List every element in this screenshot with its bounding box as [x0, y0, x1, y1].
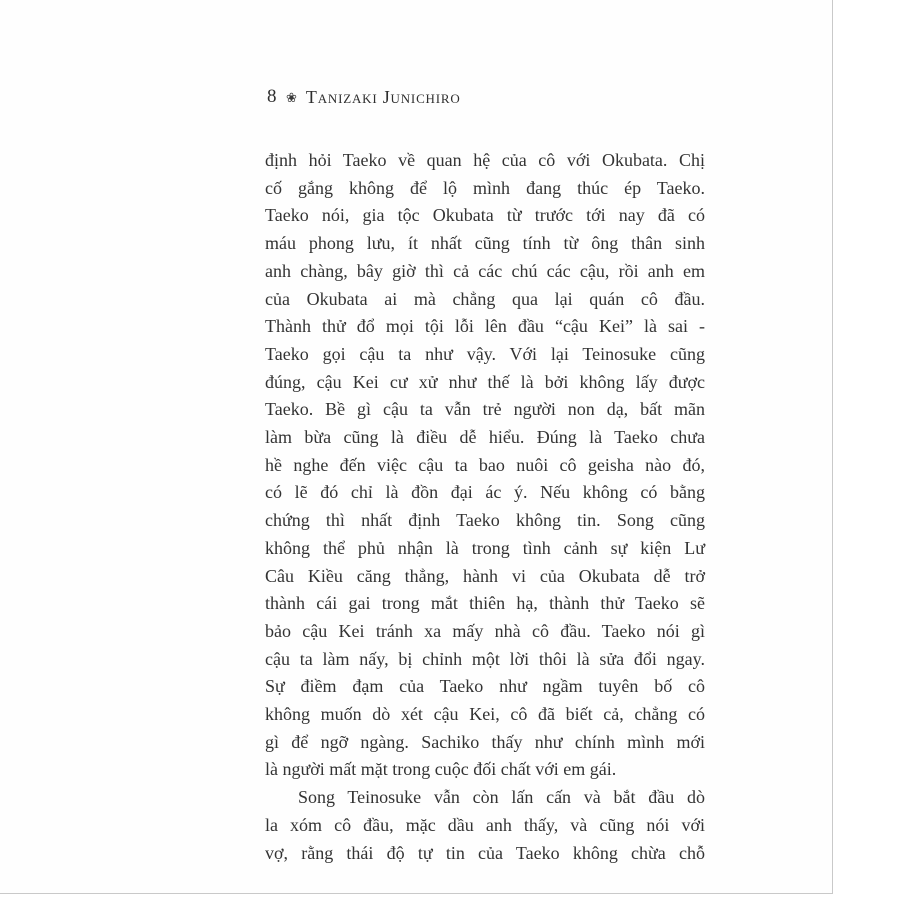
text-line: bảo cậu Kei tránh xa mấy nhà cô đầu. Taeko nói gì [265, 620, 705, 641]
text-line: chứng thì nhất định Taeko không tin. Song cũng [265, 510, 705, 531]
text-line: máu phong lưu, ít nhất cũng tính từ ông thân sinh [265, 233, 705, 254]
text-line: làm bừa cũng là điều dễ hiểu. Đúng là Taeko chưa [265, 427, 705, 448]
text-line: thành cái gai trong mắt thiên hạ, thành thử Taeko sẽ [265, 593, 705, 614]
text-line: Taeko gọi cậu ta như vậy. Với lại Teinosuke cũng [265, 343, 705, 364]
text-line: đúng, cậu Kei cư xử như thế là bởi không lấy được [265, 371, 705, 392]
paragraph [265, 784, 705, 867]
text-line: anh chàng, bây giờ thì cả các chú các cậu, rồi anh em [265, 260, 705, 281]
page-number: 8 [267, 86, 277, 107]
text-line: vợ, rằng thái độ tự tin của Taeko không chừa chỗ [265, 842, 705, 863]
body-text [265, 147, 705, 867]
text-line: cậu ta làm nấy, bị chỉnh một lời thôi là sửa đổi ngay. [265, 648, 705, 669]
text-line: cố gắng không để lộ mình đang thúc ép Taeko. [265, 177, 705, 198]
text-line: gì để ngỡ ngàng. Sachiko thấy như chính mình mới [265, 731, 705, 752]
text-line: không muốn dò xét cậu Kei, cô đã biết cả, chẳng có [265, 704, 705, 725]
page-edge-right [832, 0, 833, 894]
text-line: Song Teinosuke vẫn còn lấn cấn và bắt đầu dò [298, 787, 705, 808]
text-line: có lẽ đó chỉ là đồn đại ác ý. Nếu không có bằng [265, 482, 705, 503]
text-line: Taeko. Bề gì cậu ta vẫn trẻ người non dạ, bất mãn [265, 399, 705, 420]
paragraph [265, 147, 705, 784]
flower-ornament-icon: ❀ [286, 90, 297, 105]
author-name: Tanizaki Junichiro [305, 86, 461, 107]
text-line: Taeko nói, gia tộc Okubata từ trước tới nay đã có [265, 205, 705, 226]
text-line: của Okubata ai mà chẳng qua lại quán cô đầu. [265, 288, 705, 309]
text-line: không thể phủ nhận là trong tình cảnh sự kiện Lư [265, 537, 705, 558]
text-line: là người mất mặt trong cuộc đối chất với em gái. [265, 759, 617, 780]
text-line: Thành thử đổ mọi tội lỗi lên đầu “cậu Kei” là sai - [265, 316, 705, 337]
text-line: la xóm cô đầu, mặc dầu anh thấy, và cũng nói với [265, 814, 705, 835]
text-line: Câu Kiều căng thẳng, hành vi của Okubata dễ trở [265, 565, 705, 586]
text-line: hề nghe đến việc cậu ta bao nuôi cô geisha nào đó, [265, 454, 705, 475]
running-header [267, 86, 461, 108]
text-line: Sự điềm đạm của Taeko như ngầm tuyên bố cô [265, 676, 705, 697]
page-edge-bottom [0, 893, 833, 894]
text-line: định hỏi Taeko về quan hệ của cô với Okubata. Chị [265, 150, 705, 170]
